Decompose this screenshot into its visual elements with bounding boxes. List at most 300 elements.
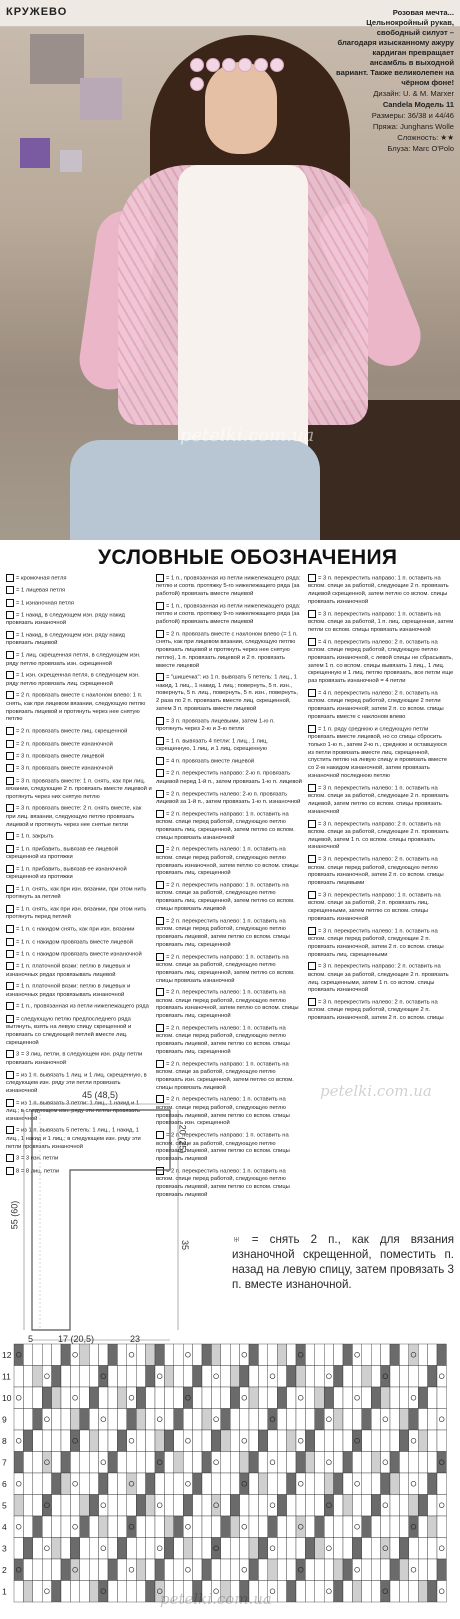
legend-text: = 1 изнаночная петля	[16, 600, 74, 607]
chart-cell	[334, 1430, 343, 1452]
stitch-symbol-icon	[6, 1002, 14, 1010]
chart-cell	[352, 1366, 361, 1388]
chart-cell	[127, 1495, 136, 1517]
chart-cell	[240, 1409, 249, 1431]
blouse: Блуза: Marc O'Polo	[387, 144, 454, 153]
chart-cell	[221, 1366, 230, 1388]
chart-cell	[277, 1559, 286, 1581]
chart-cell	[211, 1452, 220, 1474]
chart-cell	[117, 1516, 126, 1538]
chart-cell	[183, 1452, 192, 1474]
chart-cell	[211, 1516, 220, 1538]
chart-cell	[418, 1344, 427, 1366]
chart-cell	[343, 1516, 352, 1538]
legend-entry	[156, 602, 302, 627]
legend-text: = 3 п. перекрестить налево: 1 п. оставить на вспом. спице перед работой, следующие 2 п. провязать изнаночной, затем 2 п. со вспом. спицы провязать лиц. скрещенными	[308, 928, 444, 958]
legend-text: = 1 п. с накидом снять, как при изн. вязании	[16, 926, 135, 933]
chart-cell	[89, 1387, 98, 1409]
legend-text: = из 1 п. вывязать 5 петель: 1 лиц., 1 накид, 1 лиц., 1 накид и 1 лиц.; в следующем изн. ряду эти петли провязать изнаночной	[6, 1127, 141, 1150]
chart-cell	[343, 1495, 352, 1517]
chart-cell	[89, 1430, 98, 1452]
chart-cell	[277, 1409, 286, 1431]
chart-cell	[334, 1495, 343, 1517]
row-number: 10	[2, 1393, 12, 1403]
chart-cell	[183, 1559, 192, 1581]
chart-cell	[428, 1495, 437, 1517]
chart-cell	[136, 1473, 145, 1495]
chart-cell	[334, 1452, 343, 1474]
chart-cell	[352, 1538, 361, 1560]
chart-cell	[146, 1430, 155, 1452]
legend-text: = 4 п. перекрестить налево: 2 п. оставить на вспом. спице перед работой, следующую петлю провязать изнаночной, с левой спицы не сбрасывать, затем 1 п. со вспом. спицы вывязать 1 лиц., 1 лиц. скрещенную и 1 лиц. петлю провязать, все петли еще раз провязать изнаночной = 4 петли	[308, 639, 454, 685]
chart-cell	[14, 1473, 23, 1495]
chart-cell	[211, 1344, 220, 1366]
dim-height-lower: 35	[180, 1239, 191, 1251]
chart-cell	[193, 1387, 202, 1409]
chart-cell	[164, 1516, 173, 1538]
note-symbol: ♅	[232, 1233, 252, 1246]
legend-text: = 3 п. провязать вместе лицевой	[16, 753, 105, 760]
chart-cell	[136, 1387, 145, 1409]
chart-cell	[23, 1538, 32, 1560]
chart-cell	[155, 1387, 164, 1409]
chart-cell	[258, 1387, 267, 1409]
chart-cell	[42, 1495, 51, 1517]
chart-cell	[381, 1409, 390, 1431]
chart-cell	[146, 1473, 155, 1495]
stitch-symbol-icon	[6, 599, 14, 607]
chart-cell	[324, 1473, 333, 1495]
chart-cell	[164, 1409, 173, 1431]
legend-text: = 1 п., провязанная из петли нижележащего ряда: петлю и соотв. протяжку 5-го нижележащего ряда (за работой) провязать вместе лицевой	[156, 575, 301, 598]
chart-cell	[428, 1344, 437, 1366]
chart-cell	[428, 1516, 437, 1538]
chart-cell	[371, 1473, 380, 1495]
watermark: petelki.com.ua	[180, 425, 315, 446]
chart-cell	[183, 1538, 192, 1560]
chart-cell	[287, 1559, 296, 1581]
chart-cell	[352, 1581, 361, 1603]
chart-cell	[381, 1473, 390, 1495]
chart-cell	[33, 1452, 42, 1474]
chart-cell	[277, 1430, 286, 1452]
chart-cell	[230, 1430, 239, 1452]
legend-entry	[308, 638, 454, 686]
chart-cell	[324, 1452, 333, 1474]
chart-cell	[52, 1452, 61, 1474]
stitch-symbol-icon	[6, 962, 14, 970]
chart-cell	[240, 1366, 249, 1388]
legend-entry	[156, 953, 302, 986]
chart-cell	[305, 1473, 314, 1495]
chart-cell	[305, 1430, 314, 1452]
chart-cell	[409, 1452, 418, 1474]
chart-cell	[230, 1538, 239, 1560]
chart-cell	[70, 1430, 79, 1452]
chart-cell	[352, 1344, 361, 1366]
chart-cell	[52, 1559, 61, 1581]
chart-cell	[240, 1387, 249, 1409]
legend-entry	[6, 938, 152, 947]
chart-cell	[277, 1344, 286, 1366]
legend-entry	[156, 1060, 302, 1093]
chart-cell	[249, 1344, 258, 1366]
legend-entry	[308, 820, 454, 853]
chart-cell	[174, 1366, 183, 1388]
legend-text: = 1 лицевая петля	[16, 587, 66, 594]
chart-cell	[296, 1366, 305, 1388]
legend-text: = 2 п. перекрестить направо: 1 п. оставить на вспом. спице за работой, следующую петлю провязать лицевой, затем петлю со вспом. спицы провязать лицевой	[156, 1132, 290, 1163]
chart-cell	[14, 1409, 23, 1431]
chart-cell	[108, 1366, 117, 1388]
chart-cell	[249, 1538, 258, 1560]
chart-cell	[371, 1409, 380, 1431]
legend-entry	[6, 845, 152, 862]
chart-cell	[80, 1473, 89, 1495]
chart-cell	[437, 1409, 446, 1431]
legend-entry	[156, 1024, 302, 1057]
chart-cell	[211, 1538, 220, 1560]
legend-entry	[6, 804, 152, 829]
chart-cell	[381, 1387, 390, 1409]
chart-cell	[249, 1430, 258, 1452]
chart-cell	[249, 1387, 258, 1409]
chart-cell	[371, 1387, 380, 1409]
stitch-symbol-icon	[156, 845, 164, 853]
chart-cell	[136, 1495, 145, 1517]
chart-cell	[33, 1473, 42, 1495]
chart-cell	[352, 1516, 361, 1538]
chart-cell	[202, 1559, 211, 1581]
chart-cell	[80, 1452, 89, 1474]
chart-cell	[99, 1559, 108, 1581]
chart-cell	[42, 1409, 51, 1431]
chart-cell	[127, 1409, 136, 1431]
stitch-symbol-icon	[6, 832, 14, 840]
yarn: Пряжа: Junghans Wolle	[372, 122, 454, 131]
chart-cell	[418, 1559, 427, 1581]
chart-cell	[390, 1538, 399, 1560]
chart-cell	[146, 1495, 155, 1517]
chart-cell	[249, 1495, 258, 1517]
chart-cell	[324, 1559, 333, 1581]
chart-cell	[117, 1581, 126, 1603]
chart-cell	[409, 1366, 418, 1388]
chart-cell	[174, 1409, 183, 1431]
chart-cell	[381, 1581, 390, 1603]
chart-cell	[23, 1516, 32, 1538]
chart-cell	[230, 1387, 239, 1409]
chart-cell	[33, 1559, 42, 1581]
chart-cell	[33, 1344, 42, 1366]
chart-cell	[221, 1409, 230, 1431]
chart-cell	[315, 1581, 324, 1603]
stitch-symbol-icon	[6, 752, 14, 760]
legend-text: = 1 п. с накидом провязать вместе изнаночной	[16, 951, 142, 958]
chart-cell	[42, 1538, 51, 1560]
legend-text: = 3 п. провязать вместе: 1 п. снять, как при лиц. вязании, следующие 2 п. провязать вместе лицевой и протянуть через них снятую петлю	[6, 778, 152, 800]
chart-cell	[268, 1409, 277, 1431]
chart-cell	[268, 1430, 277, 1452]
stitch-symbol-icon	[156, 574, 164, 582]
chart-cell	[343, 1581, 352, 1603]
chart-cell	[80, 1409, 89, 1431]
chart-cell	[277, 1366, 286, 1388]
chart-cell	[80, 1366, 89, 1388]
chart-cell	[418, 1495, 427, 1517]
chart-cell	[362, 1581, 371, 1603]
chart-cell	[52, 1409, 61, 1431]
pattern-schematic	[0, 1090, 220, 1350]
chart-cell	[146, 1559, 155, 1581]
stitch-symbol-icon	[308, 820, 316, 828]
chart-cell	[117, 1387, 126, 1409]
chart-cell	[230, 1366, 239, 1388]
chart-cell	[277, 1581, 286, 1603]
chart-cell	[268, 1344, 277, 1366]
legend-entry	[6, 1002, 152, 1011]
chart-cell	[230, 1495, 239, 1517]
chart-cell	[409, 1430, 418, 1452]
chart-cell	[61, 1344, 70, 1366]
legend-entry	[156, 757, 302, 766]
legend-entry	[6, 865, 152, 882]
chart-cell	[136, 1559, 145, 1581]
legend-entry	[6, 777, 152, 802]
chart-cell	[155, 1344, 164, 1366]
chart-cell	[390, 1495, 399, 1517]
chart-cell	[89, 1344, 98, 1366]
chart-cell	[437, 1387, 446, 1409]
stitch-symbol-icon	[6, 631, 14, 639]
chart-cell	[202, 1430, 211, 1452]
chart-cell	[409, 1538, 418, 1560]
legend-text: = 3 п. провязать вместе изнаночной	[16, 765, 113, 772]
stitch-symbol-icon	[156, 717, 164, 725]
legend-entry	[156, 717, 302, 734]
chart-cell	[117, 1452, 126, 1474]
stitch-symbol-icon	[156, 602, 164, 610]
chart-cell	[70, 1344, 79, 1366]
chart-cell	[362, 1516, 371, 1538]
chart-cell	[33, 1495, 42, 1517]
chart-cell	[390, 1344, 399, 1366]
chart-cell	[305, 1344, 314, 1366]
chart-cell	[437, 1538, 446, 1560]
stitch-symbol-icon	[6, 671, 14, 679]
deco-square	[60, 150, 82, 172]
chart-cell	[52, 1473, 61, 1495]
chart-cell	[155, 1473, 164, 1495]
chart-cell	[193, 1344, 202, 1366]
chart-cell	[258, 1559, 267, 1581]
chart-cell	[221, 1387, 230, 1409]
chart-cell	[146, 1409, 155, 1431]
stitch-symbol-icon	[308, 927, 316, 935]
chart-cell	[117, 1366, 126, 1388]
note-text: = снять 2 п., как для вязания изнаночной скрещенной, поместить п. назад на левую спицу, затем провязать 3 п. вместе изнаночной.	[232, 1233, 454, 1291]
chart-cell	[221, 1495, 230, 1517]
legend-text: = 3 п. перекрестить направо: 1 п. оставить на вспом. спице за работой, следующие 2 п. провязать лицевой скрещенной, затем петлю со вспом. спицы провязать изнаночной	[308, 575, 449, 605]
chart-cell	[324, 1409, 333, 1431]
chart-cell	[117, 1344, 126, 1366]
legend-text: = 2 п. провязать вместе с наклоном влево (= 1 п. снять, как при лицевом вязании, следующую петлю провязать лицевой и протянуть через нее снятую петлю), 1 п. провязать лицевой и 2 п. провязать вместе лицевой	[156, 631, 298, 669]
legend-text: = 2 п. перекрестить налево: 1 п. оставить на вспом. спице перед работой, следующую петлю провязать лицевой, затем петлю со вспом. спицы провязать лицевой	[156, 1168, 290, 1198]
chart-cell	[296, 1559, 305, 1581]
legend-text: = 2 п. перекрестить налево: 1 п. оставить на вспом. спице перед работой, следующую петлю провязать изнаночной, затем петлю со вспом. спицы провязать лиц. скрещенной	[156, 989, 299, 1020]
chart-cell	[305, 1559, 314, 1581]
stitch-symbol-icon	[308, 689, 316, 697]
stitch-symbol-icon	[6, 1015, 14, 1023]
dim-height-total: 55 (60)	[9, 1200, 20, 1230]
row-number: 12	[2, 1350, 12, 1360]
stitch-symbol-icon	[308, 855, 316, 863]
chart-cell	[80, 1538, 89, 1560]
legend-text: = 2 п. перекрестить направо: 1 п. оставить на вспом. спице за работой, следующую петлю провязать лиц. скрещенной, затем петлю со вспом. спицы провязать изнаночной	[156, 954, 295, 984]
chart-cell	[381, 1430, 390, 1452]
legend-entry	[156, 790, 302, 807]
stitch-symbol-icon	[308, 998, 316, 1006]
chart-cell	[240, 1559, 249, 1581]
row-number: 8	[2, 1436, 7, 1446]
chart-cell	[80, 1344, 89, 1366]
legend-text: = 3 п. перекрестить налево: 2 п. оставить на вспом. спице перед работой, следующие 2 п. провязать изнаночной, затем 2 п. со вспом. спицы	[308, 999, 444, 1022]
chart-cell	[428, 1581, 437, 1603]
symbols-title: УСЛОВНЫЕ ОБОЗНАЧЕНИЯ	[98, 546, 398, 569]
chart-cell	[108, 1430, 117, 1452]
chart-cell	[409, 1559, 418, 1581]
chart-cell	[268, 1516, 277, 1538]
legend-entry	[6, 1015, 152, 1048]
chart-cell	[437, 1473, 446, 1495]
chart-cell	[230, 1344, 239, 1366]
chart-cell	[99, 1366, 108, 1388]
chart-cell	[381, 1495, 390, 1517]
chart-cell	[117, 1473, 126, 1495]
legend-text: = 2 п. провязать вместе с наклоном влево: 1 п. снять, как при лицевом вязании, следующую петлю провязать лицевой и протянуть через нее снятую петлю	[6, 693, 146, 723]
chart-cell	[324, 1581, 333, 1603]
chart-cell	[324, 1495, 333, 1517]
chart-cell	[99, 1516, 108, 1538]
chart-cell	[42, 1387, 51, 1409]
legend-entry	[308, 574, 454, 607]
chart-cell	[23, 1409, 32, 1431]
chart-cell	[52, 1538, 61, 1560]
chart-cell	[127, 1344, 136, 1366]
chart-cell	[221, 1473, 230, 1495]
chart-cell	[390, 1559, 399, 1581]
chart-cell	[268, 1495, 277, 1517]
chart-cell	[362, 1409, 371, 1431]
chart-cell	[61, 1430, 70, 1452]
chart-cell	[155, 1366, 164, 1388]
legend-text: 3 = 3 лиц. петли, в следующем изн. ряду петли провязать изнаночной	[6, 1052, 143, 1066]
legend-text: = 3 п. перекрестить налево: 2 п. оставить на вспом. спице перед работой, следующую петлю провязать изнаночной, затем 2 п. со вспом. спицы провязать лицевыми	[308, 856, 444, 887]
chart-cell	[315, 1452, 324, 1474]
legend-text: = 3 п. перекрестить направо: 1 п. оставить на вспом. спице за работой, 2 п. провязать лиц. скрещенными, затем петлю со вспом. спицы провязать изнаночной	[308, 892, 441, 922]
chart-cell	[362, 1366, 371, 1388]
legend-text: = 1 п. снять, как при изн. вязании, при этом нить протянуть перед петлей	[6, 906, 147, 921]
chart-cell	[136, 1581, 145, 1603]
chart-cell	[371, 1559, 380, 1581]
dim-bottom-left: 5	[28, 1334, 34, 1344]
chart-cell	[202, 1344, 211, 1366]
chart-cell	[287, 1495, 296, 1517]
chart-cell	[146, 1538, 155, 1560]
chart-cell	[164, 1473, 173, 1495]
chart-cell	[399, 1473, 408, 1495]
chart-cell	[80, 1387, 89, 1409]
chart-cell	[315, 1559, 324, 1581]
chart-cell	[155, 1516, 164, 1538]
chart-cell	[230, 1473, 239, 1495]
stitch-symbol-icon	[6, 804, 14, 812]
legend-text: = 1 лиц. скрещенная петля, в следующем изн. ряду петлю провязать изн. скрещенной	[6, 652, 141, 667]
chart-cell	[23, 1495, 32, 1517]
stitch-symbol-icon	[156, 881, 164, 889]
chart-cell	[61, 1387, 70, 1409]
chart-cell	[381, 1452, 390, 1474]
chart-cell	[211, 1409, 220, 1431]
chart-cell	[89, 1473, 98, 1495]
chart-cell	[221, 1516, 230, 1538]
chart-cell	[249, 1559, 258, 1581]
model-name: Candela Модель 11	[382, 100, 454, 109]
chart-cell	[155, 1495, 164, 1517]
chart-cell	[268, 1473, 277, 1495]
chart-cell	[14, 1387, 23, 1409]
chart-cell	[249, 1452, 258, 1474]
stitch-symbol-icon	[156, 810, 164, 818]
legend-entry	[6, 740, 152, 749]
chart-cell	[183, 1366, 192, 1388]
chart-cell	[362, 1473, 371, 1495]
description-box	[336, 8, 454, 154]
chart-cell	[315, 1344, 324, 1366]
chart-cell	[324, 1516, 333, 1538]
legend-entry	[6, 752, 152, 761]
chart-cell	[249, 1516, 258, 1538]
legend-entry	[6, 950, 152, 959]
chart-cell	[418, 1409, 427, 1431]
chart-cell	[193, 1559, 202, 1581]
chart-cell	[277, 1516, 286, 1538]
chart-cell	[315, 1516, 324, 1538]
row-number: 3	[2, 1543, 7, 1554]
chart-cell	[334, 1581, 343, 1603]
legend-text: = 3 п. перекрестить направо: 2 п. оставить на вспом. спице за работой, следующие 2 п. провязать лицевой, затем 1 п. со вспом. спицы провязать изнаночной	[308, 821, 449, 851]
chart-cell	[108, 1581, 117, 1603]
chart-cell	[305, 1581, 314, 1603]
chart-cell	[99, 1452, 108, 1474]
chart-cell	[23, 1559, 32, 1581]
legend-entry	[308, 891, 454, 924]
chart-cell	[61, 1409, 70, 1431]
chart-cell	[14, 1495, 23, 1517]
chart-cell	[42, 1366, 51, 1388]
chart-cell	[52, 1366, 61, 1388]
chart-cell	[362, 1495, 371, 1517]
stitch-symbol-icon	[156, 737, 164, 745]
chart-cell	[428, 1452, 437, 1474]
chart-cell	[230, 1516, 239, 1538]
chart-cell	[70, 1538, 79, 1560]
chart-cell	[399, 1581, 408, 1603]
chart-cell	[371, 1581, 380, 1603]
legend-entry	[156, 737, 302, 754]
legend-text: = 1 п. вывязать 4 петли: 1 лиц., 1 лиц. скрещенную, 1 лиц. и 1 лиц. скрещенную	[156, 738, 268, 753]
chart-cell	[409, 1495, 418, 1517]
